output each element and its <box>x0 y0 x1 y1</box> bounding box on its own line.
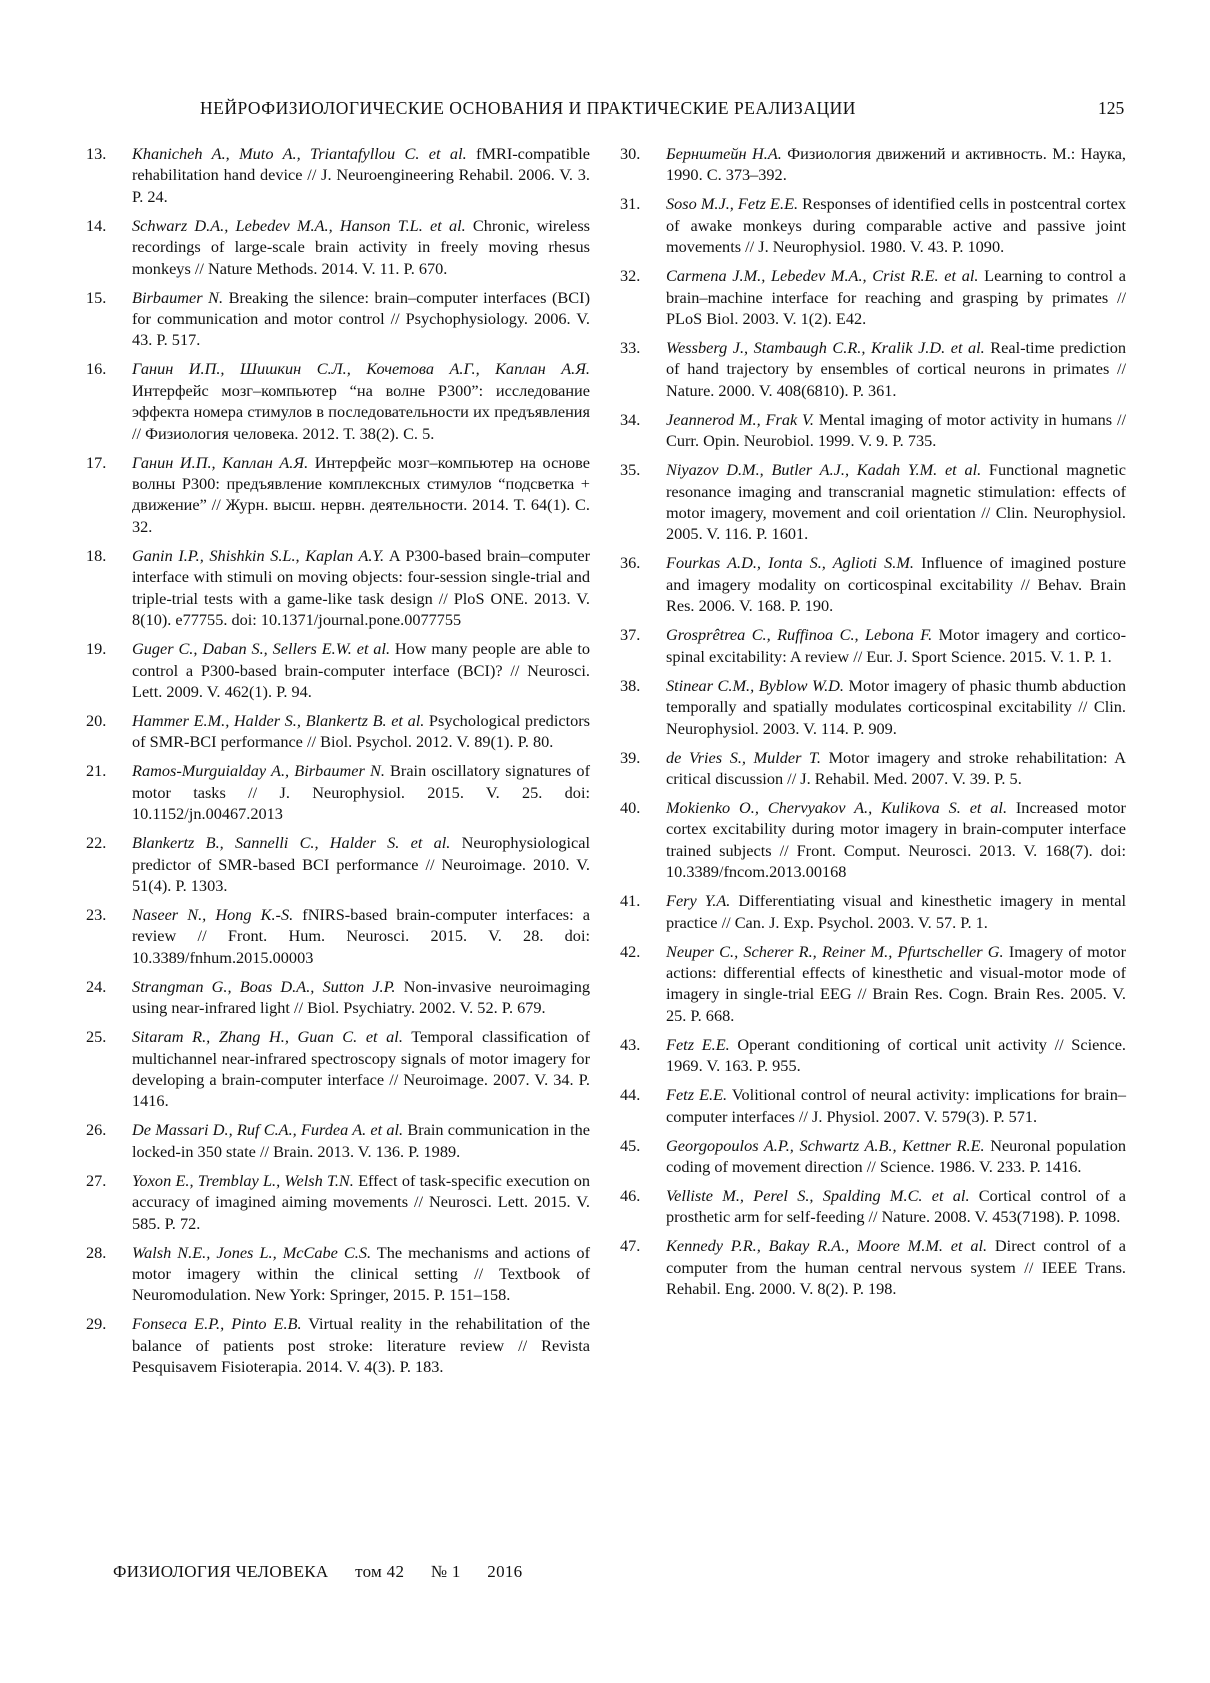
reference-item <box>86 545 590 631</box>
reference-text: Direct control of a computer from the human central nervous system // IEEE Trans. Rehabil. Eng. 2000. V. 8(2). P. 198. <box>666 1236 1126 1299</box>
reference-text: Neuronal population coding of movement direction // Science. 1986. V. 233. P. 1416. <box>666 1135 1127 1176</box>
reference-text: Virtual reality in the rehabilitation of the balance of patients post stroke: literature review // Revista Pesquisavem Fisioterapia. 2014. V. 4(3). P. 183. <box>132 1314 590 1377</box>
reference-text: Effect of task-specific execution on accuracy of imagined aiming movements // Neurosci. Lett. 2015. V. 585. P. 72. <box>132 1170 590 1233</box>
reference-authors: de Vries S., Mulder T. <box>666 747 821 767</box>
reference-authors: Fetz E.E. <box>666 1085 728 1105</box>
reference-authors: Ganin I.P., Shishkin S.L., Kaplan A.Y. <box>132 545 385 565</box>
reference-authors: Stinear C.M., Byblow W.D. <box>666 675 844 695</box>
reference-number: 31. <box>620 194 641 214</box>
reference-authors: Velliste M., Perel S., Spalding M.C. et al. <box>666 1185 970 1205</box>
reference-authors: Бернштейн Н.А. <box>666 144 782 163</box>
reference-text: Imagery of motor actions: differential effects of kinesthetic and visual-motor mode of imagery in single-trial EEG // Brain Res. Cogn. Brain Res. 2005. V. 25. P. 668. <box>666 941 1126 1025</box>
reference-authors: Jeannerod M., Frak V. <box>666 409 814 429</box>
reference-item <box>86 1119 590 1162</box>
reference-authors: Walsh N.E., Jones L., McCabe C.S. <box>132 1242 372 1262</box>
journal-volume: том 42 <box>355 1562 405 1581</box>
reference-authors: Fery Y.A. <box>666 891 731 911</box>
reference-item <box>620 265 1126 329</box>
reference-text: Psychological predictors of SMR-BCI performance // Biol. Psychol. 2012. V. 89(1). P. 80. <box>132 710 590 752</box>
reference-authors: Neuper C., Scherer R., Reiner M., Pfurtscheller G. <box>666 941 1004 961</box>
reference-number: 22. <box>86 833 107 853</box>
reference-number: 20. <box>86 710 107 730</box>
reference-authors: Georgopoulos A.P., Schwartz A.B., Kettner R.E. <box>666 1135 985 1155</box>
reference-number: 16. <box>86 359 107 379</box>
reference-item <box>86 710 590 753</box>
reference-authors: Ганин И.П., Каплан А.Я. <box>132 452 309 472</box>
reference-text: Интерфейс мозг–компьютер на основе волны P300: предъявление комплексных стимулов “подсветка + движение” // Журн. высш. нервн. деятельности. 2014. Т. 64(1). С. 32. <box>132 452 591 536</box>
reference-item <box>86 1026 590 1112</box>
reference-authors: De Massari D., Ruf C.A., Furdea A. et al. <box>132 1120 404 1140</box>
reference-number: 26. <box>86 1120 107 1140</box>
reference-item <box>86 452 590 538</box>
reference-text: Breaking the silence: brain–computer interfaces (BCI) for communication and motor control // Psychophysiology. 2006. V. 43. P. 517. <box>132 287 590 350</box>
reference-number: 27. <box>86 1170 107 1190</box>
reference-authors: Grosprêtrea C., Ruffinoa C., Lebona F. <box>666 625 933 645</box>
reference-item <box>620 941 1126 1027</box>
reference-number: 38. <box>620 675 641 695</box>
reference-number: 21. <box>86 761 107 781</box>
reference-authors: Fetz E.E. <box>666 1034 730 1054</box>
reference-text: A P300-based brain–computer interface with stimuli on moving objects: four-session single-trial and triple-trial tests with a game-like task design // PloS ONE. 2013. V. 8(10). e77755. doi: 10.1371/journal.pone.0077755 <box>132 545 590 630</box>
reference-item <box>86 638 590 702</box>
reference-authors: Mokienko O., Chervyakov A., Kulikova S. et al. <box>666 797 1008 817</box>
reference-text: Интерфейс мозг–компьютер “на волне P300”: исследование эффекта номера стимулов в последовательности их предъявления // Физиология человека. 2012. Т. 38(2). С. 5. <box>132 380 590 443</box>
reference-text: Brain oscillatory signatures of motor tasks // J. Neurophysiol. 2015. V. 25. doi: 10.1152/jn.00467.2013 <box>132 761 590 824</box>
reference-number: 36. <box>620 553 641 573</box>
journal-name: ФИЗИОЛОГИЯ ЧЕЛОВЕКА <box>113 1562 329 1581</box>
reference-number: 28. <box>86 1242 107 1262</box>
reference-authors: Wessberg J., Stambaugh C.R., Kralik J.D. et al. <box>666 338 985 358</box>
reference-item <box>86 832 590 896</box>
reference-number: 42. <box>620 941 641 961</box>
reference-authors: Birbaumer N. <box>132 287 224 307</box>
reference-number: 39. <box>620 747 641 767</box>
reference-text: Learning to control a brain–machine interface for reaching and grasping by primates // PLoS Biol. 2003. V. 1(2). E42. <box>666 266 1126 329</box>
reference-text: Neurophysiological predictor of SMR-based BCI performance // Neuroimage. 2010. V. 51(4). P. 1303. <box>132 833 591 895</box>
references-right-column <box>620 143 1126 1307</box>
reference-text: Functional magnetic resonance imaging and transcranial magnetic stimulation: effects of motor imagery, movement and coil orientation // Clin. Neurophysiol. 2005. V. 116. P. 1601. <box>666 460 1126 544</box>
reference-item <box>620 552 1126 616</box>
reference-text: Brain communication in the locked-in 350 state // Brain. 2013. V. 136. P. 1989. <box>132 1120 590 1161</box>
reference-authors: Fonseca E.P., Pinto E.B. <box>132 1314 302 1334</box>
reference-item <box>86 1313 590 1377</box>
page-number: 125 <box>1098 98 1125 118</box>
reference-authors: Soso M.J., Fetz E.E. <box>666 194 799 214</box>
reference-text: fMRI-compatible rehabilitation hand device // J. Neuroengineering Rehabil. 2006. V. 3. P. 24. <box>132 144 590 206</box>
page-footer <box>113 1562 544 1582</box>
reference-authors: Guger C., Daban S., Sellers E.W. et al. <box>132 639 391 659</box>
reference-item <box>620 890 1126 933</box>
reference-item <box>620 1034 1126 1077</box>
reference-number: 25. <box>86 1027 107 1047</box>
journal-year: 2016 <box>487 1562 523 1581</box>
reference-item <box>86 904 590 968</box>
reference-authors: Kennedy P.R., Bakay R.A., Moore M.M. et al. <box>666 1236 988 1256</box>
reference-item <box>620 1235 1126 1299</box>
reference-item <box>620 193 1126 257</box>
reference-authors: Naseer N., Hong K.-S. <box>132 904 294 924</box>
reference-number: 29. <box>86 1314 107 1334</box>
reference-number: 17. <box>86 452 107 472</box>
reference-text: Volitional control of neural activity: implications for brain–computer interfaces // J. Physiol. 2007. V. 579(3). P. 571. <box>666 1085 1126 1126</box>
reference-authors: Ганин И.П., Шишкин С.Л., Кочетова А.Г., Каплан А.Я. <box>132 359 590 379</box>
reference-number: 47. <box>620 1236 641 1256</box>
reference-item <box>620 1185 1126 1228</box>
journal-issue: № 1 <box>430 1562 461 1581</box>
reference-number: 40. <box>620 797 641 817</box>
reference-number: 41. <box>620 891 641 911</box>
reference-authors: Khanicheh A., Muto A., Triantafyllou C. et al. <box>132 144 467 163</box>
reference-number: 37. <box>620 625 641 645</box>
reference-number: 30. <box>620 144 641 163</box>
reference-text: Motor imagery of phasic thumb abduction temporally and spatially modulates corticospinal excitability // Clin. Neurophysiol. 2003. V. 114. P. 909. <box>666 675 1126 738</box>
reference-authors: Strangman G., Boas D.A., Sutton J.P. <box>132 976 396 996</box>
reference-text: Non-invasive neuroimaging using near-infrared light // Biol. Psychiatry. 2002. V. 52. P. 679. <box>132 976 591 1018</box>
reference-item <box>86 287 590 351</box>
reference-authors: Yoxon E., Tremblay L., Welsh T.N. <box>132 1170 354 1190</box>
reference-text: fNIRS-based brain-computer interfaces: a review // Front. Hum. Neurosci. 2015. V. 28. doi: 10.3389/fnhum.2015.00003 <box>132 904 591 967</box>
reference-number: 15. <box>86 287 107 307</box>
reference-item <box>86 760 590 824</box>
reference-text: Физиология движений и активность. М.: Наука, 1990. С. 373–392. <box>666 144 1126 185</box>
reference-item <box>86 1242 590 1306</box>
reference-number: 43. <box>620 1034 641 1054</box>
reference-item <box>86 143 590 207</box>
reference-text: How many people are able to control a P300-based brain-computer interface (BCI)? // Neurosci. Lett. 2009. V. 462(1). P. 94. <box>132 639 590 701</box>
reference-item <box>620 143 1126 186</box>
reference-text: Motor imagery and cortico-spinal excitability: A review // Eur. J. Sport Science. 2015. V. 1. P. 1. <box>666 625 1127 666</box>
reference-text: The mechanisms and actions of motor imagery within the clinical setting // Textbook of Neuromodulation. New York: Springer, 2015. P. 151–158. <box>132 1242 590 1305</box>
reference-item <box>86 215 590 279</box>
reference-text: Differentiating visual and kinesthetic imagery in mental practice // Can. J. Exp. Psychol. 2003. V. 57. P. 1. <box>666 891 1126 932</box>
reference-authors: Schwarz D.A., Lebedev M.A., Hanson T.L. et al. <box>132 215 466 235</box>
reference-item <box>620 459 1126 545</box>
reference-text: Mental imaging of motor activity in humans // Curr. Opin. Neurobiol. 1999. V. 9. P. 735. <box>666 409 1127 451</box>
reference-item <box>620 747 1126 790</box>
reference-number: 19. <box>86 639 107 659</box>
reference-item <box>620 1084 1126 1127</box>
reference-text: Chronic, wireless recordings of large-scale brain activity in freely moving rhesus monkeys // Nature Methods. 2014. V. 11. P. 670. <box>132 215 590 278</box>
reference-item <box>620 337 1126 401</box>
reference-item <box>620 624 1126 667</box>
reference-authors: Fourkas A.D., Ionta S., Aglioti S.M. <box>666 553 914 573</box>
reference-text: Temporal classification of multichannel near-infrared spectroscopy signals of motor imagery for developing a brain-computer interface // Neuroimage. 2007. V. 34. P. 1416. <box>132 1027 590 1111</box>
reference-number: 14. <box>86 215 107 235</box>
reference-item <box>620 797 1126 883</box>
reference-authors: Hammer E.M., Halder S., Blankertz B. et al. <box>132 710 425 730</box>
reference-item <box>620 409 1126 452</box>
reference-text: Cortical control of a prosthetic arm for self-feeding // Nature. 2008. V. 453(7198). P. 1098. <box>666 1185 1126 1227</box>
reference-number: 32. <box>620 266 641 286</box>
reference-authors: Ramos-Murguialday A., Birbaumer N. <box>132 761 385 781</box>
reference-authors: Carmena J.M., Lebedev M.A., Crist R.E. et al. <box>666 266 979 286</box>
reference-text: Responses of identified cells in postcentral cortex of awake monkeys during comparable active and passive joint movements // J. Neurophysiol. 1980. V. 43. P. 1090. <box>666 194 1127 257</box>
reference-text: Motor imagery and stroke rehabilitation: A critical discussion // J. Rehabil. Med. 2007. V. 39. P. 5. <box>666 747 1127 788</box>
reference-text: Real-time prediction of hand trajectory by ensembles of cortical neurons in primates // Nature. 2000. V. 408(6810). P. 361. <box>666 338 1126 400</box>
reference-number: 13. <box>86 144 107 163</box>
reference-number: 34. <box>620 409 641 429</box>
running-title: НЕЙРОФИЗИОЛОГИЧЕСКИЕ ОСНОВАНИЯ И ПРАКТИЧЕСКИЕ РЕАЛИЗАЦИИ <box>200 98 856 118</box>
reference-number: 18. <box>86 545 107 565</box>
reference-item <box>86 976 590 1019</box>
reference-item <box>620 675 1126 739</box>
reference-authors: Sitaram R., Zhang H., Guan C. et al. <box>132 1027 403 1047</box>
reference-item <box>620 1135 1126 1178</box>
reference-number: 35. <box>620 460 641 480</box>
references-left-column <box>86 143 590 1385</box>
reference-authors: Blankertz B., Sannelli C., Halder S. et al. <box>132 833 451 853</box>
reference-number: 23. <box>86 904 107 924</box>
reference-number: 24. <box>86 976 107 996</box>
reference-number: 33. <box>620 338 641 358</box>
reference-number: 45. <box>620 1135 641 1155</box>
reference-item <box>86 1170 590 1234</box>
reference-text: Influence of imagined posture and imagery modality on corticospinal excitability // Behav. Brain Res. 2006. V. 168. P. 190. <box>666 553 1126 616</box>
reference-item <box>86 358 590 444</box>
reference-number: 44. <box>620 1085 641 1105</box>
reference-authors: Niyazov D.M., Butler A.J., Kadah Y.M. et al. <box>666 460 982 480</box>
reference-number: 46. <box>620 1185 641 1205</box>
reference-text: Operant conditioning of cortical unit activity // Science. 1969. V. 163. P. 955. <box>666 1034 1127 1076</box>
reference-text: Increased motor cortex excitability during motor imagery in brain-computer interface trained subjects // Front. Comput. Neurosci. 2013. V. 168(7). doi: 10.3389/fncom.2013.00168 <box>666 797 1126 882</box>
